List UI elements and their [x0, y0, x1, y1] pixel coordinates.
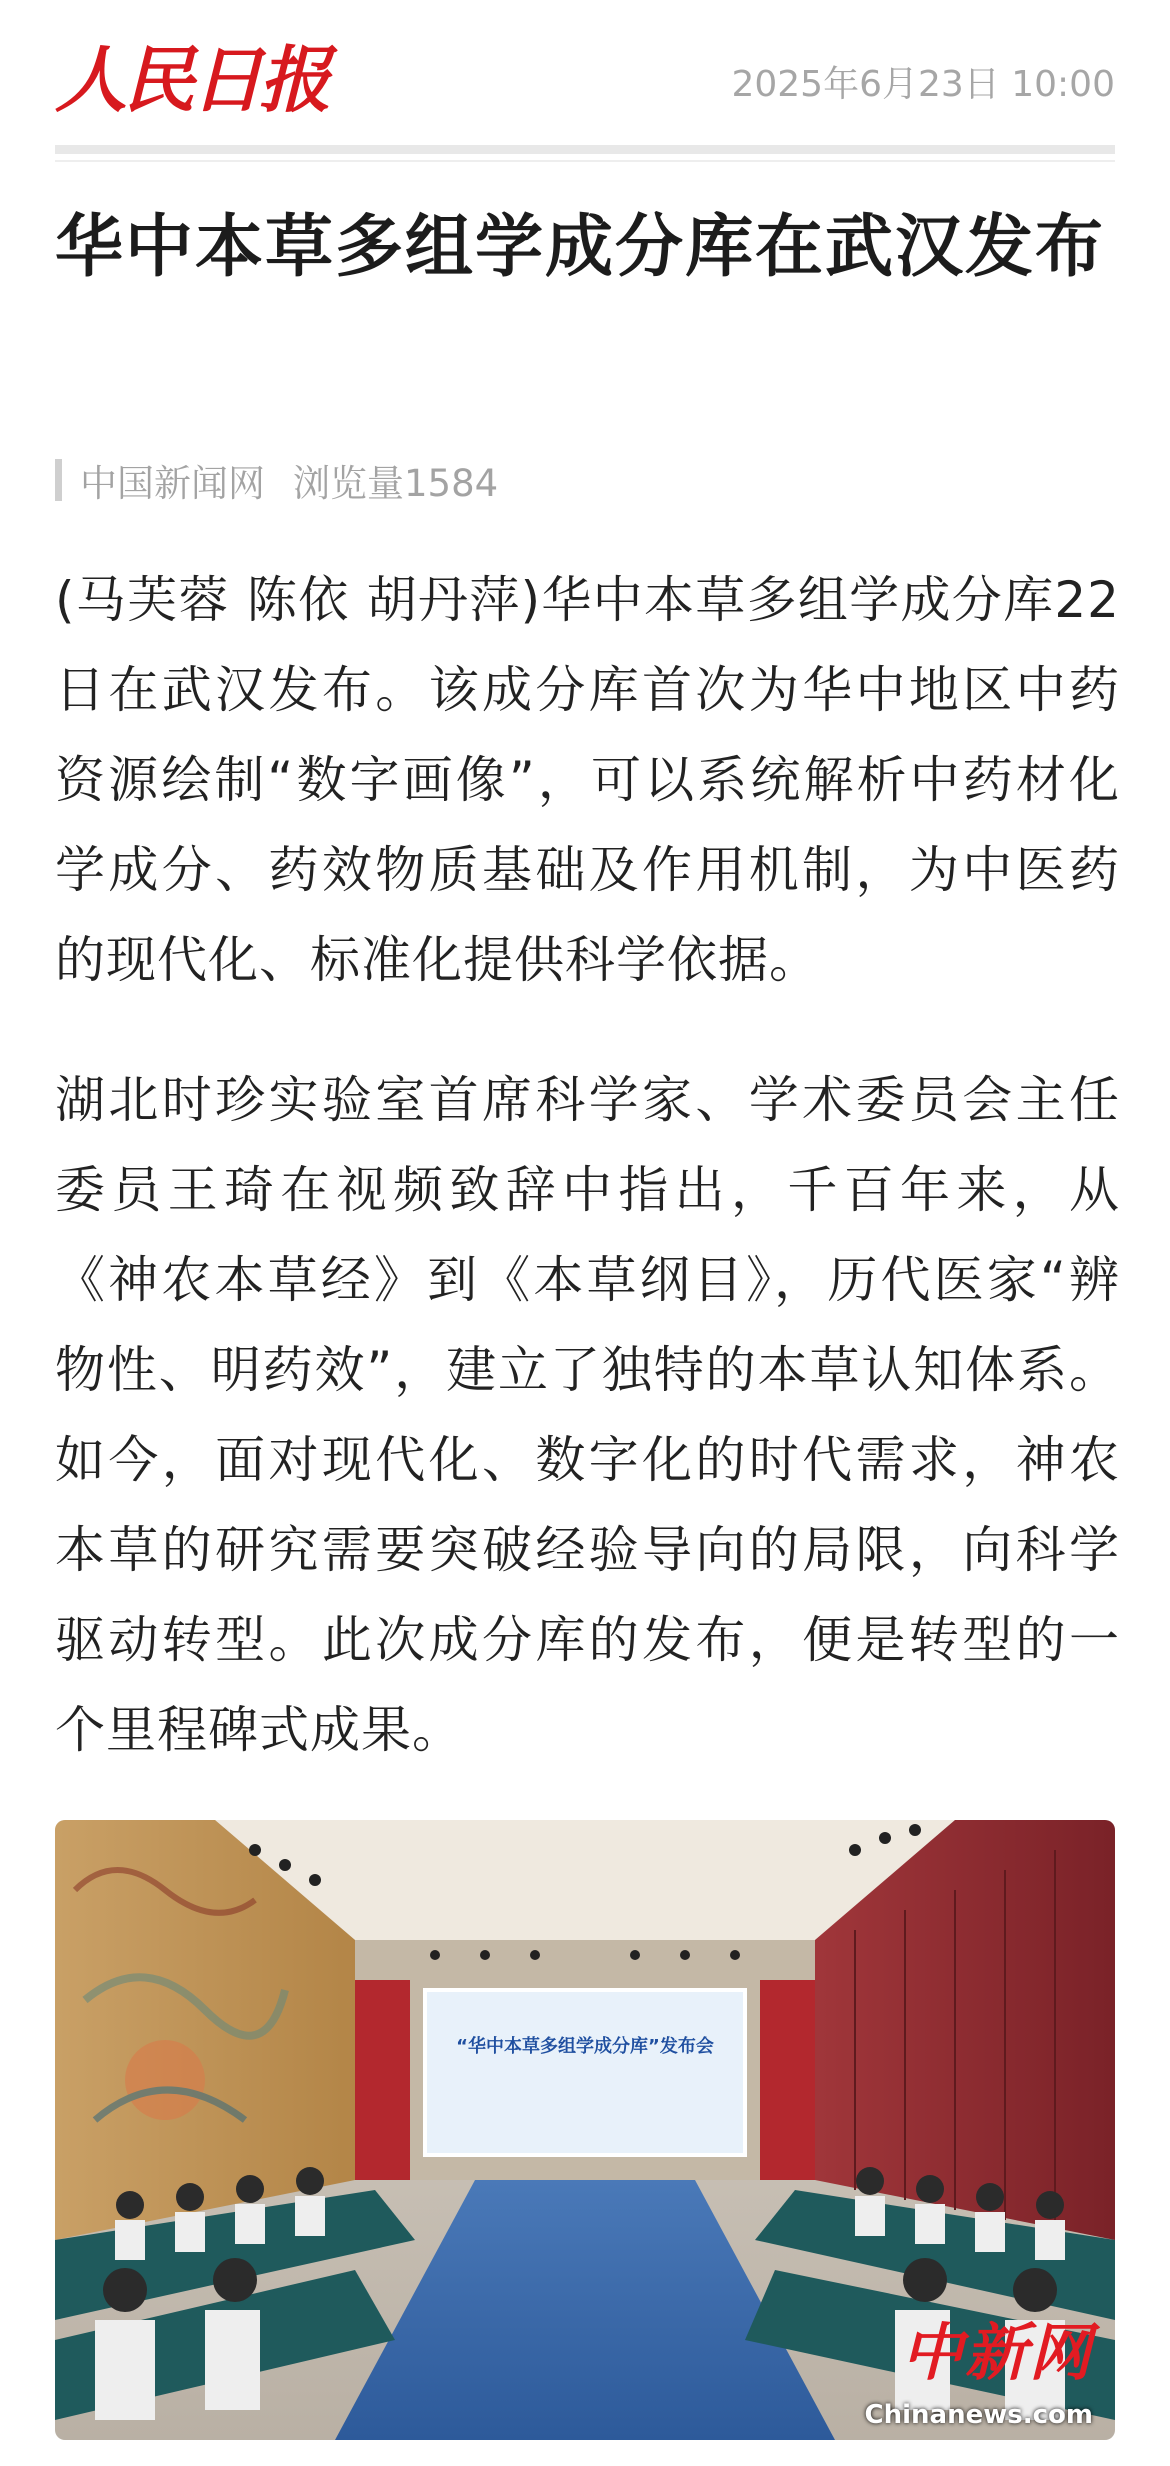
header-divider — [55, 145, 1115, 154]
app-logo[interactable]: 人民日报 — [55, 37, 328, 122]
header — [55, 30, 1115, 140]
article-title: 华中本草多组学成分库在武汉发布 — [55, 208, 1106, 287]
header-divider-thin — [55, 160, 1115, 162]
photo-watermark: 中新网 — [900, 2316, 1093, 2389]
view-count: 浏览量1584 — [293, 462, 499, 505]
stage-screen-text: “华中本草多组学成分库”发布会 — [456, 2036, 714, 2057]
article-source[interactable]: 中国新闻网 — [80, 462, 265, 505]
article-meta — [55, 455, 498, 505]
article-photo[interactable] — [55, 1820, 1115, 2440]
article-paragraph: 湖北时珍实验室首席科学家、学术委员会主任委员王琦在视频致辞中指出，千百年来，从《神农本草经》到《本草纲目》，历代医家“辨物性、明药效”，建立了独特的本草认知体系。如今，面对现代化、数字化的时代需求，神农本草的研究需要突破经验导向的局限，向科学驱动转型。此次成分库的发布，便是转型的一个里程碑式成果。 — [55, 1071, 1120, 1759]
photo-watermark-url: Chinanews.com — [864, 2400, 1093, 2430]
article-paragraph: (马芙蓉 陈依 胡丹萍)华中本草多组学成分库22日在武汉发布。该成分库首次为华中地区中药资源绘制“数字画像”，可以系统解析中药材化学成分、药效物质基础及作用机制，为中医药的现代化、标准化提供科学依据。 — [55, 571, 1120, 989]
meta-accent-bar — [55, 459, 62, 501]
publish-datetime: 2025年6月23日 10:00 — [731, 64, 1115, 105]
